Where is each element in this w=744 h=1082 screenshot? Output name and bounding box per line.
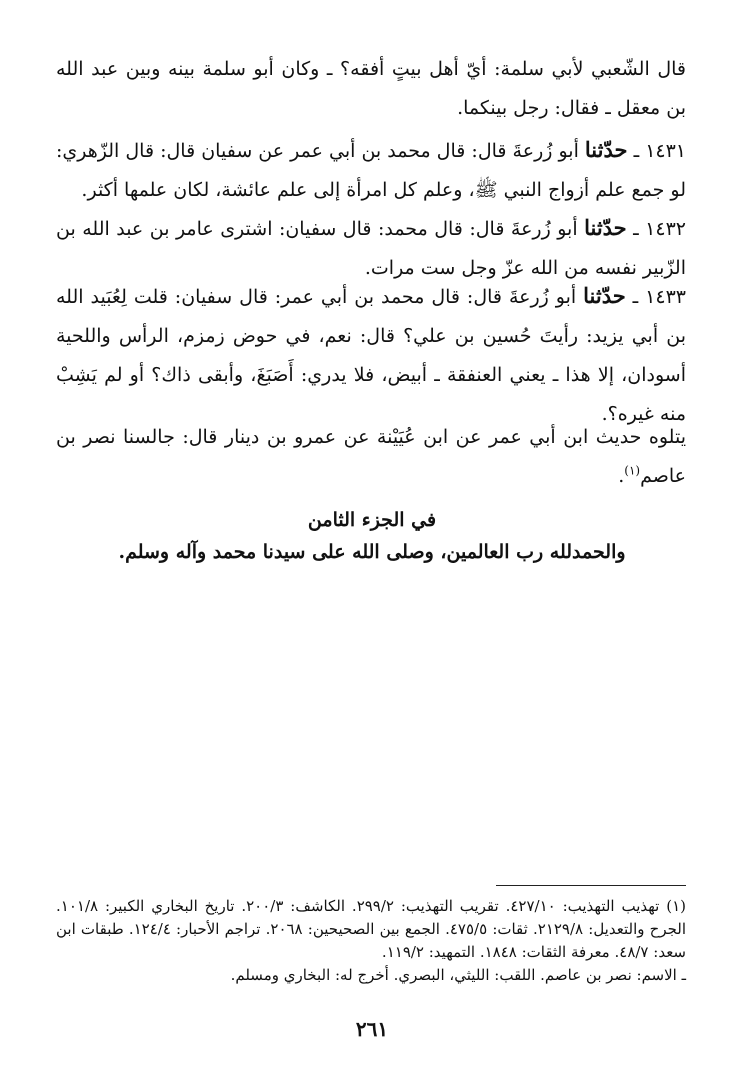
paragraph-text: قال الشّعبي لأبي سلمة: أيّ أهل بيتٍ أفقه؟ ـ وكان أبو سلمة بينه وبين عبد الله بن معقل ـ فقال: رجل بينكما.	[56, 58, 686, 119]
hadith-text: أبو زُرعةَ قال: قال محمد: قال سفيان: اشترى عامر بن عبد الله بن الزّبير نفسه من الله عزّ وجل ست مرات.	[56, 218, 686, 279]
continuation-note	[56, 418, 686, 496]
hadith-number: ١٤٣٢ ـ	[633, 218, 686, 240]
part-heading: في الجزء الثامن	[307, 509, 437, 531]
footnote-sources: (١) تهذيب التهذيب: ٤٢٧/١٠. تقريب التهذيب: ٢٩٩/٢. الكاشف: ٢٠٠/٣. تاريخ البخاري الكبير: ١٠١/٨. الجرح والتعديل: ٢١٢٩/٨. ثقات: ٤٧٥/٥. الجمع بين الصحيحين: ٢٠٦٨. تراجم الأحبار: ١٢٤/٤. طبقات ابن سعد: ٤٨/٧. معرفة الثقات: ١٨٤٨. التمهيد: ١١٩/٢.	[56, 897, 687, 961]
hadith-number: ١٤٣٣ ـ	[632, 286, 686, 308]
hadith-number: ١٤٣١ ـ	[633, 140, 687, 162]
footnote-biography: ـ الاسم: نصر بن عاصم. اللقب: الليثي، البصري. أخرج له: البخاري ومسلم.	[230, 966, 686, 984]
hadith-1433	[56, 276, 686, 434]
footnote-separator	[496, 885, 686, 886]
page-number: ٢٦١	[355, 1017, 389, 1041]
hadith-keyword: حدّثنا	[584, 137, 628, 162]
hadith-1431	[56, 130, 686, 210]
hadith-keyword: حدّثنا	[584, 215, 627, 240]
continuation-tail: .	[618, 465, 625, 487]
paragraph-intro	[56, 50, 686, 128]
continuation-text: يتلوه حديث ابن أبي عمر عن ابن عُيَيْنة عن عمرو بن دينار قال: جالسنا نصر بن عاصم	[56, 426, 686, 487]
hadith-keyword: حدّثنا	[583, 283, 626, 308]
hadith-text: أبو زُرعةَ قال: قال محمد بن أبي عمر عن سفيان قال: قال الزّهري: لو جمع علم أزواج النبي ﷺ، وعلم كل امرأة إلى علم عائشة، لكان علمها أكثر.	[56, 140, 686, 201]
footnotes	[56, 895, 686, 987]
footnote-reference[interactable]: (١)	[624, 463, 641, 478]
hadith-text: أبو زُرعةَ قال: قال محمد بن أبي عمر: قال سفيان: قلت لِعُبَيد الله بن أبي يزيد: رأيتَ حُسين بن علي؟ قال: نعم، في حوض زمزم، الرأس واللحية أسودان، إلا هذا ـ يعني العنفقة ـ أبيض، فلا يدري: أَصَبَغَ، وأبقى ذاك؟ أو لم يَشِبْ منه غيره؟.	[56, 286, 686, 425]
closing-praise: والحمدلله رب العالمين، وصلى الله على سيدنا محمد وآله وسلم.	[118, 541, 626, 563]
